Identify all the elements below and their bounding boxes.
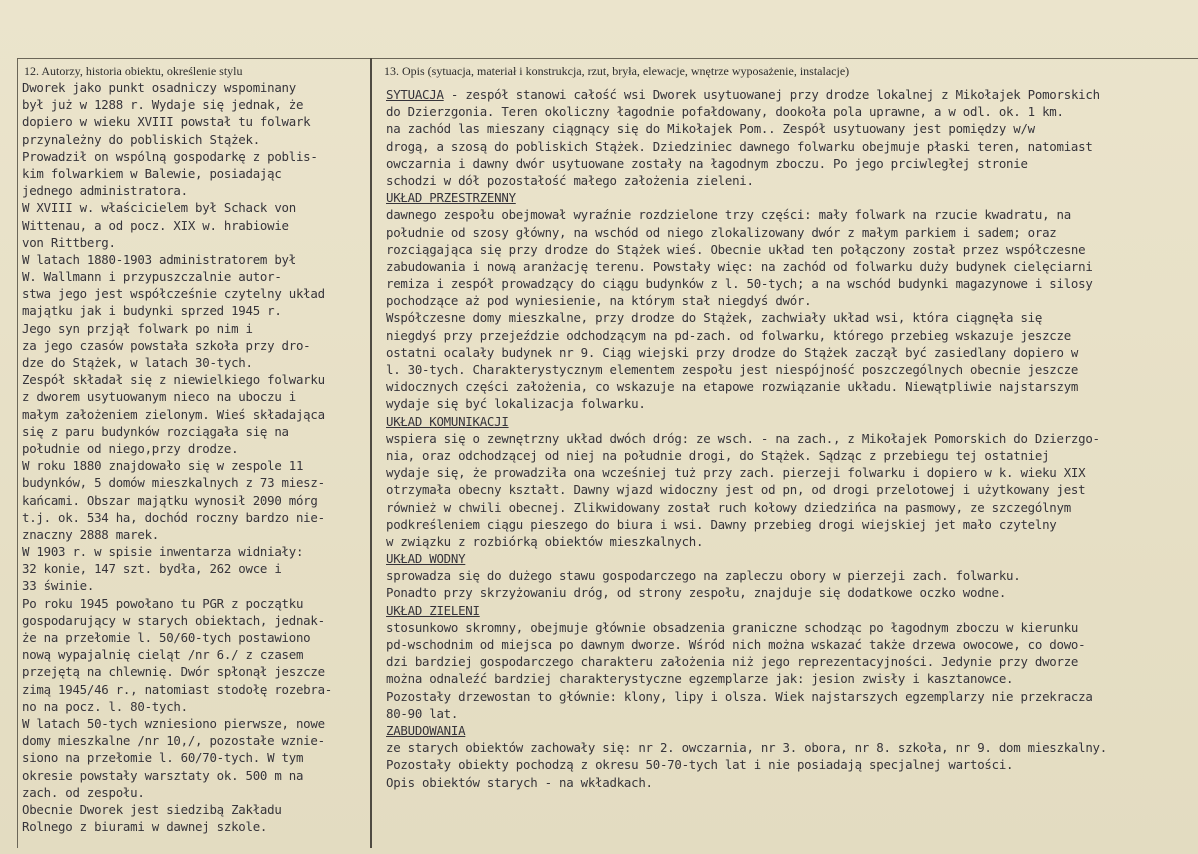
description-text: wspiera się o zewnętrzny układ dwóch dróg: ze wsch. - na zach., z Mikołajek Pomorskich do Dzierzgo- [386,430,1100,446]
history-line: no na pocz. l. 80-tych. [22,698,188,714]
description-line [386,653,1107,670]
description-line [386,516,1107,533]
section-heading-line [386,722,1107,739]
history-line: stwa jego jest współcześnie czytelny układ [22,286,325,302]
description-text: południe od szosy główny, na wschód od niego zlokalizowany dwór z małym parkiem i sadem; oraz [386,224,1057,240]
section-heading: UKŁAD WODNY [386,551,466,567]
description-line [386,275,1107,292]
history-line: małym założeniem zielonym. Wieś składająca [22,406,325,422]
description-line [386,103,1107,120]
description-line [386,705,1107,722]
description-text: do Dzierzgonia. Teren okoliczny łagodnie pofałdowany, dookoła pola uprawne, a w odl. ok. 1 km. [386,104,1064,120]
description-text: niegdyś przy przejeździe odchodzącym na pd-zach. od folwarku, którego przebieg wskazuje jeszcze [386,327,1071,343]
description-line [386,206,1107,223]
history-line: Obecnie Dworek jest siedzibą Zakładu [22,801,282,817]
history-line: okresie powstały warsztaty ok. 500 m na [22,767,304,783]
history-line: Rolnego z biurami w dawnej szkole. [22,819,268,835]
section-heading-line [386,189,1107,206]
description-line [386,344,1107,361]
section-heading: ZABUDOWANIA [386,722,466,738]
description-line [386,756,1107,773]
history-line: t.j. ok. 534 ha, dochód roczny bardzo nie- [22,509,325,525]
description-text: remiza i zespół prowadzący do ciągu budynków z l. 50-tych; a na wschód budynki magazynowe i silosy [386,276,1093,292]
history-line: W. Wallmann i przypuszczalnie autor- [22,269,282,285]
history-line: majątku jak i budynki sprzed 1945 r. [22,303,282,319]
section-heading-line [386,413,1107,430]
description-text: pochodzące aż pod wyniesienie, na którym stał niegdyś dwór. [386,293,812,309]
history-line: południe od niego,przy drodze. [22,440,239,456]
description-line [386,327,1107,344]
description-text: dawnego zespołu obejmował wyraźnie rozdzielone trzy części: mały folwark na rzucie kwadratu, na [386,207,1071,223]
description-line [386,361,1107,378]
description-line [386,258,1107,275]
section-heading: UKŁAD ZIELENI [386,602,480,618]
column-divider [370,58,372,848]
description-text: l. 30-tych. Charakterystycznym elementem zespołu jest niespójność poszczególnych obecnie jeszcze [386,362,1079,377]
description-text: podkreśleniem ciągu pieszego do biura i wsi. Dawny przebieg drogi wiejskiej jet mało czytelny [386,516,1057,532]
section-heading-line [386,602,1107,619]
history-line: W 1903 r. w spisie inwentarza widniały: [22,544,304,560]
description-text: nia, oraz odchodzącej od niej na południe drogi, do Stążek. Sądząc z przebiegu tej ostatniej [386,447,1050,463]
description-text: ze starych obiektów zachowały się: nr 2. owczarnia, nr 3. obora, nr 8. szkoła, nr 9. dom mieszkalny. [386,740,1107,756]
description-text: wydaje się być lokalizacja folwarku. [386,396,646,412]
description-line [386,688,1107,705]
description-text: drogą, a szosą do pobliskich Stążek. Dziedziniec dawnego folwarku obejmuje płaski teren, natomiast [386,138,1093,154]
history-line: nową wypajalnię cieląt /nr 6./ z czasem [22,647,304,663]
history-line: Po roku 1945 powołano tu PGR z początku [22,595,304,611]
description-text: Pozostały obiekty pochodzą z okresu 50-70-tych lat i nie posiadają specjalnej wartości. [386,757,1014,773]
history-line: W latach 1880-1903 administratorem był [22,251,296,267]
description-line [386,481,1107,498]
description-text: pd-wschodnim od miejsca po dawnym dworze. Wśród nich można wskazać także drzewa owocowe, co dowo- [386,637,1086,652]
history-line: jednego administratora. [22,183,188,199]
description-text: również w chwili obecnej. Zlikwidowany został ruch kołowy dziedzińca na pasmowy, ze szczególnym [386,499,1071,515]
history-line: kim folwarkiem w Balewie, posiadając [22,165,282,181]
description-text: Ponadto przy skrzyżowaniu dróg, od strony zespołu, znajduje się dodatkowe oczko wodne. [386,585,1007,601]
history-line: siono na przełomie l. 60/70-tych. W tym [22,750,304,766]
history-line: Prowadził on wspólną gospodarkę z poblis- [22,148,318,164]
description-line [386,224,1107,241]
history-line: kańcami. Obszar majątku wynosił 2090 mórg [22,492,318,508]
description-text: na zachód las mieszany ciągnący się do Mikołajek Pom.. Zespół usytuowany jest pomiędzy w/w [386,121,1035,137]
description-text: można odnaleźć bardziej charakterystyczne egzemplarze jak: jesion zwisły i kasztanowce. [386,671,1014,687]
description-line [386,619,1107,636]
history-line: Zespół składał się z niewielkiego folwarku [22,372,325,388]
history-line: gospodarujący w starych obiektach, jednak- [22,612,325,628]
history-line: znaczny 2888 marek. [22,526,159,542]
description-text: wydaje się, że prowadziła ona wcześniej tuż przy zach. pierzeji folwarku i dopiero w k. wieku XIX [386,465,1086,481]
section-heading-line [386,86,1107,103]
description-line [386,636,1107,653]
history-text-column [22,79,332,835]
section-heading: SYTUACJA [386,87,444,102]
description-line [386,395,1107,412]
description-text: stosunkowo skromny, obejmuje głównie obsadzenia graniczne schodząc po łagodnym zboczu w kierunku [386,619,1079,635]
history-line: przynależny do pobliskich Stążek. [22,131,260,147]
description-line [386,120,1107,137]
description-text: owczarnia i dawny dwór usytuowane zostały na łagodnym zboczu. Po jego prciwległej stronie [386,155,1028,171]
history-line: budynków, 5 domów mieszkalnych z 73 miesz- [22,475,325,491]
description-line [386,155,1107,172]
history-line: się z paru budynków rozciągała się na [22,423,289,439]
top-rule [17,58,1198,59]
history-line: że na przełomie l. 50/60-tych postawiono [22,630,311,645]
description-text: dzi bardziej gospodarczego charakteru założenia niż jego reprezentacyjności. Jedynie przy dworze [386,654,1079,670]
history-line: za jego czasów powstała szkoła przy dro- [22,337,311,353]
history-line: 32 konie, 147 szt. bydła, 262 owce i [22,561,282,577]
description-text: Opis obiektów starych - na wkładkach. [386,774,653,790]
description-text: rozciągająca się przy drodze do Stążek wieś. Obecnie układ ten połączony został przez współczesne [386,241,1086,257]
description-line [386,378,1107,395]
description-line [386,584,1107,601]
history-line: domy mieszkalne /nr 10,/, pozostałe wznie- [22,733,325,749]
description-text: - zespół stanowi całość wsi Dworek usytuowanej przy drodze lokalnej z Mikołajek Pomorskich [443,87,1100,102]
description-line [386,464,1107,481]
history-line: z dworem usytuowanym nieco na uboczu i [22,389,296,405]
history-line: zach. od zespołu. [22,784,145,800]
section-heading: UKŁAD PRZESTRZENNY [386,190,516,206]
description-line [386,172,1107,189]
description-text: widocznych części założenia, co wskazuje na etapowe rozwiązanie układu. Niewątpliwie najstarszym [386,379,1079,395]
history-line: W roku 1880 znajdowało się w zespole 11 [22,458,304,474]
description-text: w związku z rozbiórką obiektów mieszkalnych. [386,533,704,549]
history-line: von Rittberg. [22,234,116,250]
history-line: zimą 1945/46 r., natomiast stodołę rozebra- [22,681,333,697]
section-12-header: 12. Autorzy, historia obiektu, określenie stylu [24,64,243,78]
description-line [386,670,1107,687]
history-line: Wittenau, a od pocz. XIX w. hrabiowie [22,217,289,233]
description-line [386,430,1107,447]
description-line [386,533,1107,550]
history-line: W latach 50-tych wzniesiono pierwsze, nowe [22,715,325,731]
history-line: dopiero w wieku XVIII powstał tu folwark [22,114,311,130]
section-heading-line [386,550,1107,567]
description-line [386,241,1107,258]
description-text: Współczesne domy mieszkalne, przy drodze do Stążek, zachwiały układ wsi, która ciągnęła się [386,310,1043,326]
description-text: sprowadza się do dużego stawu gospodarczego na zapleczu obory w pierzeji zach. folwarku. [386,568,1021,584]
description-text: Pozostały drzewostan to głównie: klony, lipy i olsza. Wiek najstarszych egzemplarzy nie przekracza [386,688,1093,704]
description-line [386,567,1107,584]
description-line [386,774,1107,791]
history-line: 33 świnie. [22,578,95,594]
left-rule [17,58,18,848]
history-line: był już w 1288 r. Wydaje się jednak, że [22,97,304,113]
description-line [386,499,1107,516]
description-line [386,138,1107,155]
description-text: schodzi w dół pozostałość małego założenia zieleni. [386,172,754,188]
section-heading: UKŁAD KOMUNIKACJI [386,413,509,429]
history-line: dze do Stążek, w latach 30-tych. [22,355,253,370]
history-line: Dworek jako punkt osadniczy wspominany [22,80,296,95]
description-text-column [386,86,1107,791]
history-line: przejętą na chlewnię. Dwór spłonął jeszcze [22,664,325,680]
description-text: zabudowania i nową aranżację terenu. Powstały więc: na zachód od folwarku duży budynek cielęciarni [386,258,1093,274]
description-line [386,739,1107,756]
description-text: otrzymała obecny kształt. Dawny wjazd widoczny jest od pn, od drogi przelotowej i użytkowany jest [386,482,1086,498]
section-13-header: 13. Opis (sytuacja, materiał i konstrukcja, rzut, bryła, elewacje, wnętrze wyposażenie, instalacje) [384,64,850,78]
description-line [386,292,1107,309]
history-line: W XVIII w. właścicielem był Schack von [22,200,296,216]
history-line: Jego syn przjął folwark po nim i [22,320,253,336]
description-line [386,447,1107,464]
description-text: 80-90 lat. [386,705,459,721]
description-text: ostatni ocalały budynek nr 9. Ciąg wiejski przy drodze do Stążek zaczął być zasiedlany dopiero w [386,344,1079,360]
description-line [386,309,1107,326]
